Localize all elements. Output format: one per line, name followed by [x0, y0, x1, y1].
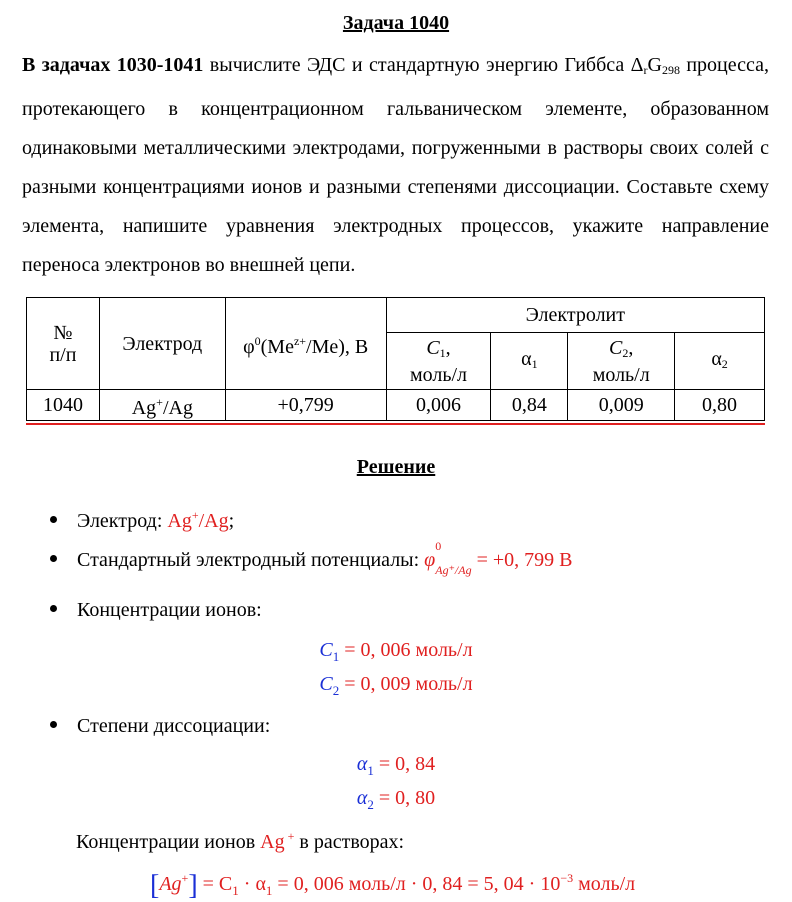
- bottom-c: = C: [197, 873, 233, 895]
- cell-electrode-metal: /Ag: [162, 397, 193, 419]
- problem-statement: [22, 46, 769, 285]
- bracket-right: ]: [188, 870, 198, 901]
- header-phi: φ: [243, 335, 255, 358]
- equation-a2: [0, 787, 792, 813]
- a1-sub: 1: [367, 763, 374, 778]
- header-c2-sub: 2: [622, 345, 629, 360]
- c2-sub: 2: [332, 683, 340, 698]
- ion-charge: +: [284, 829, 295, 843]
- header-c1-sub: 1: [439, 345, 446, 360]
- cell-electrode-charge: +: [156, 395, 163, 409]
- statement-text-1: вычислите ЭДС и стандартную энергию Гиббса Δ: [203, 54, 644, 76]
- problem-title: Задача 1040: [342, 12, 450, 34]
- header-c1-symbol: C: [426, 336, 440, 359]
- bottom-exponent: −3: [560, 871, 574, 885]
- header-c2-unit: моль/л: [592, 363, 650, 386]
- bullet-dot: [50, 516, 57, 523]
- cell-c1: 0,006: [386, 390, 491, 421]
- potential-phi: φ: [424, 549, 436, 571]
- header-electrode: Электрод: [99, 298, 225, 390]
- cell-a2: 0,80: [675, 390, 765, 421]
- a2-symbol: α: [356, 787, 368, 809]
- a1-value: = 0, 84: [373, 753, 436, 775]
- potential-indices: [435, 539, 472, 578]
- equation-ag-concentration: [150, 870, 635, 902]
- cell-potential: +0,799: [225, 390, 386, 421]
- bullet-dot: [50, 605, 57, 612]
- bullet-dissociation-label: Степени диссоциации:: [77, 715, 271, 737]
- header-a2: [675, 333, 765, 390]
- header-a2-symbol: α: [711, 347, 722, 370]
- header-phi-sup: 0: [254, 333, 261, 348]
- header-phi-me: (Me: [260, 335, 294, 358]
- bullet-potential-label: Стандартный электродный потенциалы:: [77, 549, 425, 571]
- cell-number: 1040: [27, 390, 100, 421]
- header-number-symbol: №: [53, 321, 73, 344]
- electrode-charge: +: [191, 508, 199, 522]
- equation-c1: [0, 639, 792, 665]
- header-electrolyte: Электролит: [386, 298, 764, 333]
- c2-symbol: C: [319, 673, 333, 695]
- equation-c2: [0, 673, 792, 699]
- bottom-ion-charge: +: [181, 871, 189, 885]
- bullet-dot: [50, 555, 57, 562]
- data-table: [26, 297, 765, 421]
- statement-lead: В задачах 1030-1041: [22, 54, 204, 76]
- potential-value: = +0, 799 В: [471, 549, 573, 571]
- header-a1: [491, 333, 568, 390]
- header-phi-unit: /Me), В: [306, 335, 369, 358]
- statement-sub-r: r: [643, 63, 648, 77]
- bullet-potential: [50, 539, 573, 578]
- cell-a1: 0,84: [491, 390, 568, 421]
- header-potential: [225, 298, 386, 390]
- bullet-electrode-label: Электрод:: [77, 510, 168, 532]
- potential-formula: [424, 539, 573, 577]
- header-a2-sub: 2: [721, 356, 728, 371]
- ion-concentration-line: [76, 829, 404, 854]
- bullet-dot: [50, 721, 57, 728]
- header-a1-symbol: α: [521, 347, 532, 370]
- a2-value: = 0, 80: [373, 787, 436, 809]
- cell-electrode-ion: Ag: [131, 397, 157, 419]
- statement-g: G: [647, 54, 662, 76]
- bottom-alpha: · α: [238, 873, 266, 895]
- potential-sub: Ag⁺/Ag: [435, 563, 472, 577]
- c1-sub: 1: [332, 649, 340, 664]
- c1-symbol: C: [319, 639, 333, 661]
- bottom-value: = 0, 006 моль/л · 0, 84 = 5, 04 · 10: [272, 873, 561, 895]
- statement-text-2: процесса, протекающего в концентрационном гальваническом элементе, образованном одинаковыми металлическими электродами, погруженными в растворы своих солей с разными концентрациями ионов и разными степенями диссоциации. Составьте схему элемента, напишите уравнения электродных процессов, укажите направление переноса электронов во внешней цепи.: [22, 54, 770, 276]
- electrode-metal: /Ag: [198, 510, 229, 532]
- bullet-electrode-value: [167, 510, 228, 532]
- bracket-left: [: [150, 870, 160, 901]
- equation-a1: [0, 753, 792, 779]
- ion-symbol: Ag: [260, 831, 285, 853]
- bottom-alpha-sub: 1: [265, 883, 273, 898]
- bottom-ion: Ag: [159, 873, 182, 895]
- c2-value: = 0, 009 моль/л: [339, 673, 473, 695]
- header-c2-symbol: C: [609, 336, 623, 359]
- bullet-electrode-end: ;: [228, 510, 235, 532]
- bullet-electrode: [50, 508, 234, 533]
- header-c1-unit: моль/л: [409, 363, 468, 386]
- bullet-dissociation: [50, 715, 270, 738]
- a2-sub: 2: [367, 797, 374, 812]
- red-underline: [26, 423, 765, 425]
- bullet-concentrations: [50, 599, 262, 622]
- header-c1: $C_1$, моль/л: [386, 333, 491, 390]
- bottom-c-sub: 1: [232, 883, 239, 898]
- statement-sub-298: 298: [661, 63, 680, 77]
- ion-concentration-label: Концентрации ионов: [76, 831, 261, 853]
- potential-sup: 0: [435, 539, 442, 553]
- electrode-ion: Ag: [167, 510, 192, 532]
- bullet-concentrations-label: Концентрации ионов:: [77, 599, 262, 621]
- cell-c2: 0,009: [568, 390, 675, 421]
- header-number: [27, 298, 100, 390]
- ion-concentration-end: в растворах:: [294, 831, 405, 853]
- header-c2: $C_2$, моль/л: [568, 333, 675, 390]
- solution-title: Решение: [356, 456, 436, 478]
- bottom-unit: моль/л: [573, 873, 636, 895]
- header-phi-charge: z+: [293, 333, 307, 348]
- header-number-label: п/п: [49, 343, 77, 366]
- table-row: [27, 390, 765, 421]
- cell-electrode: [99, 390, 225, 421]
- c1-value: = 0, 006 моль/л: [339, 639, 473, 661]
- a1-symbol: α: [356, 753, 368, 775]
- header-a1-sub: 1: [531, 356, 538, 371]
